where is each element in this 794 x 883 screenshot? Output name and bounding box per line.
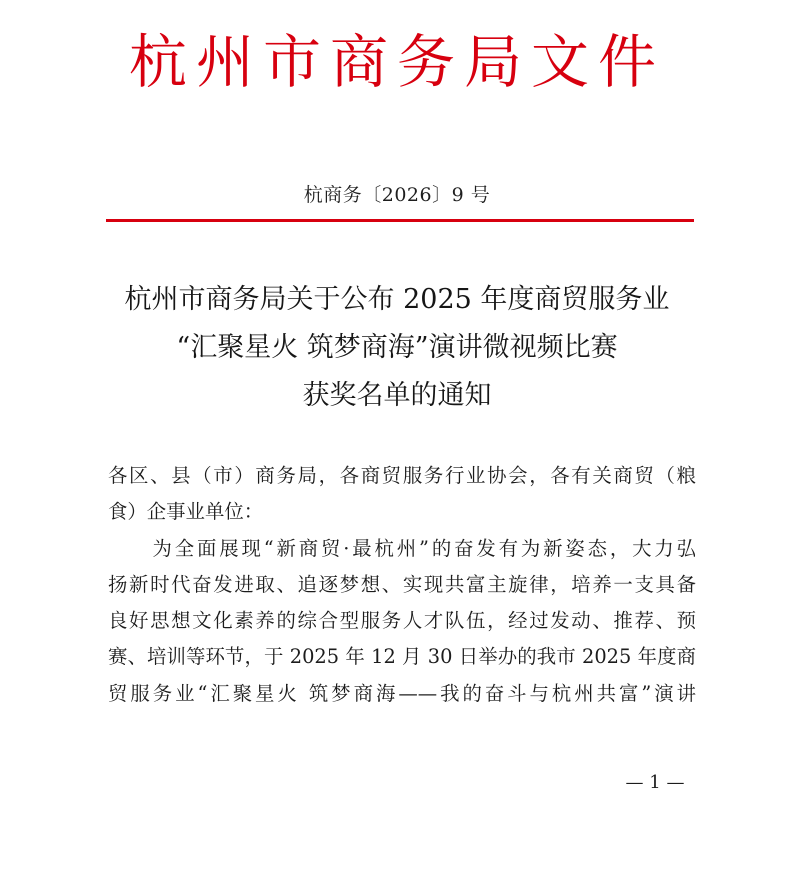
body-paragraph-line: 为全面展现“新商贸·最杭州”的奋发有为新姿态，大力弘 [108,536,696,560]
addressee-line: 各区、县（市）商务局，各商贸服务行业协会，各有关商贸（粮 [108,464,696,487]
document-number: 杭商务〔2026〕9 号 [303,184,491,206]
notice-title [60,276,734,420]
notice-title-line: 杭州市商务局关于公布 2025 年度商贸服务业 [124,284,670,315]
notice-title-line: “汇聚星火 筑梦商海”演讲微视频比赛 [176,332,618,363]
addressee-line: 食）企事业单位： [108,500,264,524]
red-header-title: 杭州市商务局文件 [128,28,665,96]
body-paragraph-line: 贸服务业“汇聚星火 筑梦商海——我的奋斗与杭州共富”演讲 [108,681,696,705]
body-paragraph-line: 良好思想文化素养的综合型服务人才队伍，经过发动、推荐、预 [108,609,696,633]
body-paragraph-line: 赛、培训等环节，于 2025 年 12 月 30 日举办的我市 2025 年度商 [108,645,696,669]
page-number: — 1 — [625,772,685,793]
red-divider-line [106,219,694,222]
notice-body [108,458,696,712]
body-paragraph-line: 扬新时代奋发进取、追逐梦想、实现共富主旋律，培养一支具备 [108,572,696,596]
notice-title-line: 获奖名单的通知 [302,380,492,411]
